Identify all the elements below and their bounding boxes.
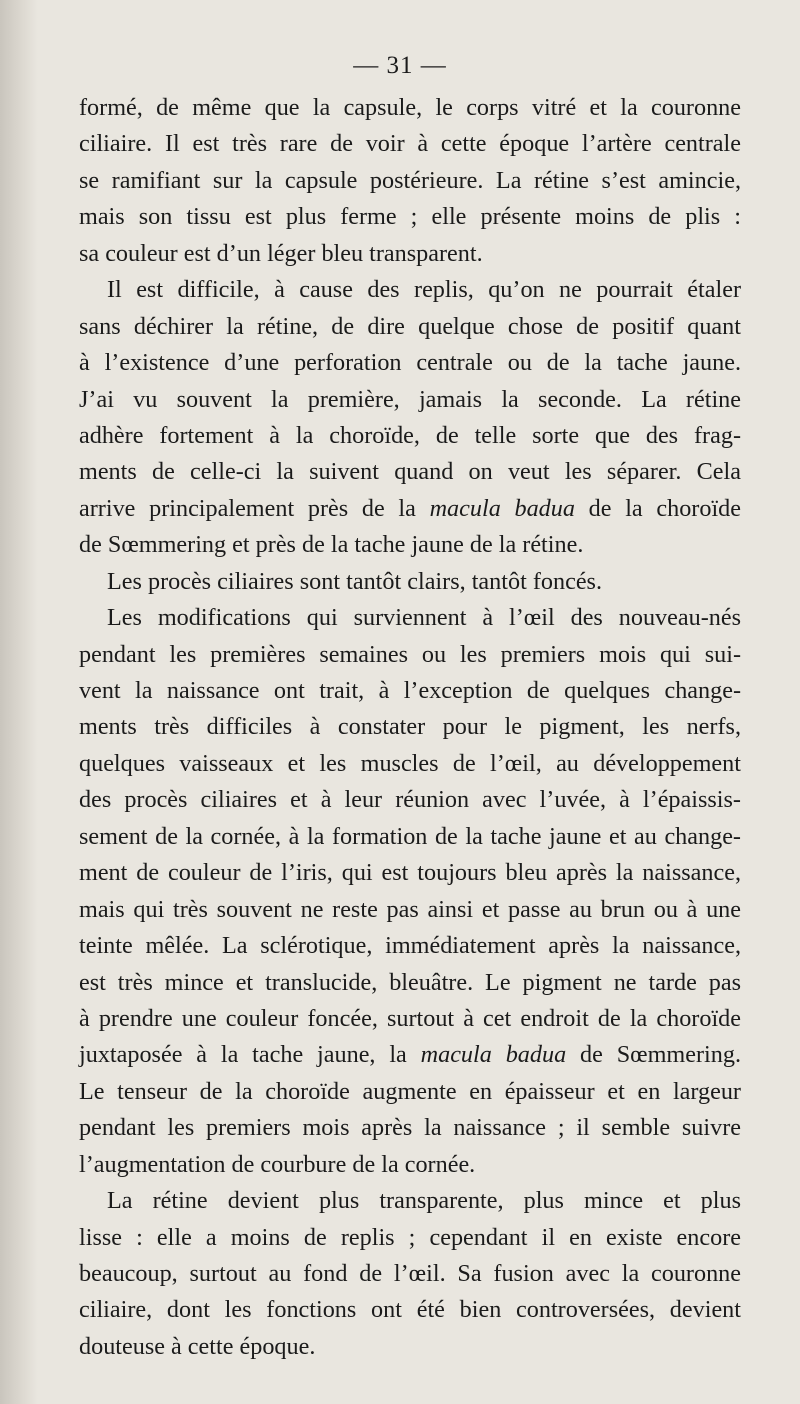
text-line: [79, 163, 741, 199]
text-line: [79, 382, 741, 418]
text-line: [79, 673, 741, 709]
text-line: [79, 199, 741, 235]
text-line: [79, 1329, 741, 1365]
text-run: formé, de même que la capsule, le corps vitré et la couronne: [79, 94, 741, 121]
text-line: [79, 637, 741, 673]
text-run: teinte mêlée. La sclérotique, immédiatement après la naissance,: [79, 932, 741, 960]
text-run: juxtaposée à la tache jaune, la: [79, 1041, 421, 1069]
text-line: [79, 272, 741, 308]
text-line: [79, 309, 741, 345]
text-run: ment de couleur de l’iris, qui est toujours bleu après la naissance,: [79, 859, 741, 887]
text-run: ciliaire. Il est très rare de voir à cette époque l’artère centrale: [79, 130, 741, 158]
text-line: [79, 418, 741, 454]
text-run: Les modifications qui surviennent à l’œil des nouveau-nés: [107, 604, 741, 632]
text-line: [79, 1256, 741, 1292]
text-line: [79, 1001, 741, 1037]
text-run: Les procès ciliaires sont tantôt clairs, tantôt foncés.: [107, 567, 603, 595]
text-run: à prendre une couleur foncée, surtout à cet endroit de la choroïde: [79, 1004, 741, 1032]
text-line: [79, 1183, 741, 1219]
text-run: J’ai vu souvent la première, jamais la seconde. La rétine: [79, 385, 741, 413]
text-run: sans déchirer la rétine, de dire quelque chose de positif quant: [79, 312, 741, 340]
text-run: se ramifiant sur la capsule postérieure. La rétine s’est amincie,: [79, 166, 741, 194]
text-run: pendant les premières semaines ou les premiers mois qui sui-: [79, 640, 741, 668]
text-line: [79, 1074, 741, 1110]
text-run: pendant les premiers mois après la naissance ; il semble suivre: [79, 1114, 741, 1142]
text-line: [79, 1292, 741, 1328]
text-run: vent la naissance ont trait, à l’exception de quelques change-: [79, 677, 741, 704]
text-line: [79, 819, 741, 855]
text-line: [79, 1147, 741, 1183]
text-line: [79, 892, 741, 928]
body-text: [79, 90, 741, 1365]
text-run: de la choroïde: [574, 494, 741, 522]
text-line: [79, 1220, 741, 1256]
text-run: de Sœmmering.: [566, 1041, 741, 1069]
text-run: de Sœmmering et près de la tache jaune de la rétine.: [79, 531, 584, 559]
text-run: douteuse à cette époque.: [79, 1332, 316, 1360]
text-run: sement de la cornée, à la formation de la tache jaune et au change-: [79, 822, 741, 850]
text-line: [79, 782, 741, 818]
text-run: mais son tissu est plus ferme ; elle présente moins de plis :: [79, 203, 741, 231]
text-run: l’augmentation de courbure de la cornée.: [79, 1150, 476, 1178]
text-line: [79, 965, 741, 1001]
text-run: à l’existence d’une perforation centrale ou de la tache jaune.: [79, 349, 741, 377]
text-run: sa couleur est d’un léger bleu transparent.: [79, 239, 483, 267]
text-line: [79, 345, 741, 381]
text-line: [79, 126, 741, 162]
text-line: [79, 527, 741, 563]
text-run: Le tenseur de la choroïde augmente en épaisseur et en largeur: [79, 1077, 741, 1105]
page-gutter-shadow: [0, 0, 38, 1404]
text-line: [79, 1037, 741, 1073]
text-line: [79, 491, 741, 527]
text-line: [79, 709, 741, 745]
italic-run: macula badua: [429, 494, 575, 522]
text-run: mais qui très souvent ne reste pas ainsi et passe au brun ou à une: [79, 895, 741, 923]
text-line: [79, 928, 741, 964]
text-line: [79, 90, 741, 126]
text-run: ments de celle-ci la suivent quand on veut les séparer. Cela: [79, 458, 741, 486]
text-run: lisse : elle a moins de replis ; cependant il en existe encore: [79, 1223, 741, 1251]
italic-run: macula badua: [420, 1041, 567, 1069]
page-number: — 31 —: [353, 52, 447, 79]
text-line: [79, 564, 741, 600]
text-run: beaucoup, surtout au fond de l’œil. Sa fusion avec la couronne: [79, 1260, 741, 1287]
text-run: quelques vaisseaux et les muscles de l’œil, au développement: [79, 749, 741, 777]
text-run: est très mince et translucide, bleuâtre. Le pigment ne tarde pas: [79, 968, 741, 996]
text-line: [79, 454, 741, 490]
text-run: ments très difficiles à constater pour le pigment, les nerfs,: [79, 713, 741, 741]
text-run: La rétine devient plus transparente, plus mince et plus: [107, 1187, 741, 1215]
text-run: des procès ciliaires et à leur réunion avec l’uvée, à l’épaissis-: [79, 786, 741, 814]
text-line: [79, 600, 741, 636]
text-line: [79, 236, 741, 272]
text-run: arrive principalement près de la: [79, 494, 430, 522]
text-run: ciliaire, dont les fonctions ont été bien controversées, devient: [79, 1296, 741, 1324]
text-line: [79, 1110, 741, 1146]
text-line: [79, 746, 741, 782]
text-line: [79, 855, 741, 891]
text-run: Il est difficile, à cause des replis, qu’on ne pourrait étaler: [107, 276, 741, 304]
text-run: adhère fortement à la choroïde, de telle sorte que des frag-: [79, 421, 741, 449]
